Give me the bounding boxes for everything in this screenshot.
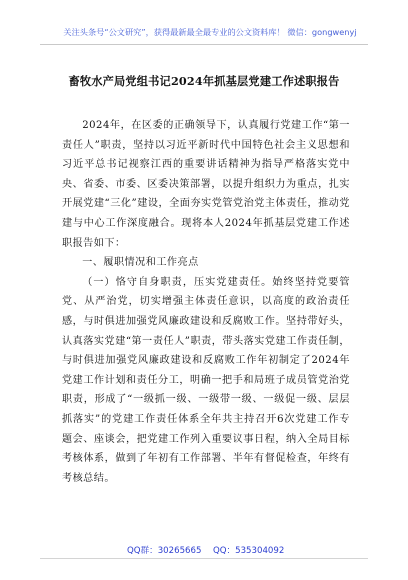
intro-paragraph: 2024年，在区委的正确领导下，认真履行党建工作“第一责任人”职责，坚持以习近平新时代中国特色社会主义思想和习近平总书记视察江西的重要讲话精神为指导严格落实党中央、省委、市委、区委决策部署，以提升组织力为重点，扎实开展党建“三化”建设，全面夯实党管党治党主体责任，推动党建与中心工作深度融合。现将本人2024年抓基层党建工作述职报告如下： [62,120,350,249]
footer-qq-group: QQ群：30265665 [127,546,202,556]
document-body [62,116,350,488]
footer-qq-number: QQ：535304092 [213,546,285,556]
header-banner: 关注头条号“公文研究”，获得最新最全最专业的公文资料库！ 微信：gongwenyj [63,27,357,37]
document-title: 畜牧水产局党组书记2024年抓基层党建工作述职报告 [68,74,340,88]
section-heading: 一、履职情况和工作亮点 [82,257,199,269]
header-divider [40,44,368,45]
body-paragraph: （一）恪守自身职责，压实党建责任。始终坚持党要管党、从严治党，切实增强主体责任意识，以高度的政治责任感，与时俱进加强党风廉政建设和反腐败工作。坚持带好头，认真落实党建“第一责任人”职责，带头落实党建工作责任制，与时俱进加强党风廉政建设和反腐败工作年初制定了2024年党建工作计划和责任分工，明确一把手和局班子成员管党治党职责，形成了“一级抓一级、一级带一级、一级促一级、层层抓落实”的党建工作责任体系全年共主持召开6次党建工作专题会、座谈会，把党建工作列入重要议事日程，纳入全局目标考核体系，做到了年初有工作部署、半年有督促检查，年终有考核总结。 [62,276,350,484]
footer-divider [40,558,368,559]
